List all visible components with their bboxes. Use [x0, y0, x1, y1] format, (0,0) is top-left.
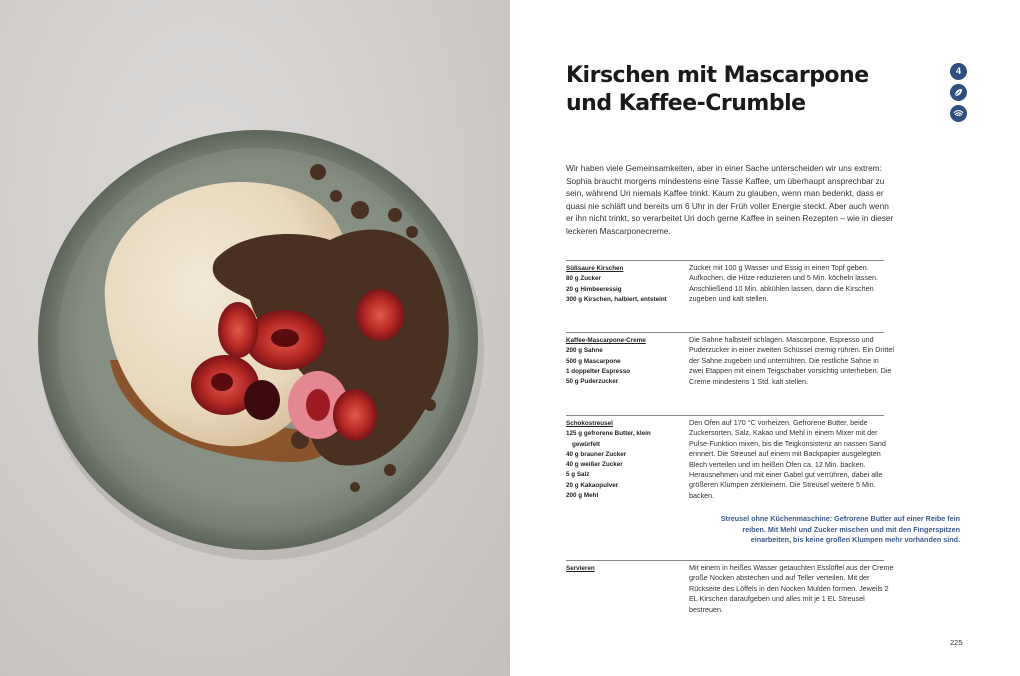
recipe-badges [950, 63, 968, 126]
portions-count: 4 [955, 66, 961, 76]
ingredient: 200 g Mehl [566, 492, 599, 500]
ingredient: 200 g Sahne [566, 347, 603, 355]
section-cherries [566, 260, 886, 320]
ingredient: 300 g Kirschen, halbiert, entsteint [566, 295, 667, 303]
ingredient: 125 g gefrorene Butter, klein [566, 430, 651, 438]
section-divider [566, 260, 884, 261]
section-instructions: Mit einem in heißes Wasser getauchten Esslöffel aus der Creme große Nocken abstechen und auf Teller verteilen. Mit der Rückseite des Löffels in den Nocken Mulden formen. Jeweils 2 EL Kirschen daraufgeben und alles mit je 1 EL Streusel bestreuen. [689, 563, 894, 614]
ingredient: 80 g Zucker [566, 275, 601, 283]
section-crumble [566, 415, 886, 510]
ingredient: gewürfelt [572, 440, 600, 448]
ingredient: 40 g brauner Zucker [566, 450, 627, 458]
section-cream [566, 332, 894, 402]
ingredient: 500 g Mascarpone [566, 357, 621, 365]
recipe-title-line-2: und Kaffee-Crumble [566, 91, 806, 116]
tip-note: Streusel ohne Küchenmaschine: Gefrorene Butter auf einer Reibe fein reiben. Mit Mehl und Zucker mischen und mit den Fingerspitzen einarbeiten, bis keine großen Klumpen mehr vorhanden sind. [720, 514, 960, 544]
vegetarian-leaf-icon [950, 84, 967, 101]
section-heading: Schokostreusel [566, 420, 613, 427]
section-heading: Servieren [566, 565, 595, 572]
section-instructions: Die Sahne halbsteif schlagen. Mascarpone, Espresso und Puderzucker in einer zweiten Schüssel cremig rühren. Ein Drittel der Sahne zugeben und unterrühren. Die restliche Sahne in zwei Etappen mit einem Teigschaber vorsichtig unterheben. Die Creme mindestens 1 Std. kalt stellen. [689, 335, 894, 386]
ingredient-list [566, 419, 684, 501]
ingredient: 20 g Himbeeressig [566, 285, 622, 293]
section-instructions: Zucker mit 100 g Wasser und Essig in einen Topf geben. Aufkochen, die Hitze reduzieren und 5 Min. köcheln lassen. Anschließend 10 Min. abkühlen lassen, dann die Kirschen zugeben und kalt stellen. [689, 263, 878, 304]
section-serving [566, 560, 894, 620]
ingredient-list [566, 264, 684, 305]
ingredient: 5 g Salz [566, 471, 590, 479]
portions-badge-icon [950, 63, 967, 80]
section-instructions: Den Ofen auf 170 °C vorheizen. Gefrorene Butter, beide Zuckersorten, Salz, Kakao und Mehl in einem Mixer mit der Pulse-Funktion mixen, bis die Teigkonsistenz an nassen Sand erinnert. Die Streusel auf einem mit Backpapier ausgelegten Blech verteilen und im heißen Ofen ca. 12 Min. backen. Herausnehmen und mit einer Gabel gut verrühren, dabei alle größeren Klumpen zerkleinern. Die Streusel weitere 5 Min. backen. [689, 418, 886, 500]
ingredient: 50 g Puderzucker [566, 378, 619, 386]
section-heading: Süßsaure Kirschen [566, 265, 624, 272]
section-divider [566, 332, 884, 333]
nut-free-icon [950, 105, 967, 122]
ingredient-list [566, 336, 684, 387]
section-divider [566, 560, 884, 561]
page-number: 225 [950, 638, 963, 647]
recipe-page [510, 0, 1020, 676]
ingredient: 20 g Kakaopulver [566, 481, 619, 489]
recipe-title [566, 62, 906, 118]
section-heading: Kaffee-Mascarpone-Creme [566, 337, 646, 344]
recipe-intro: Wir haben viele Gemeinsamkeiten, aber in einer Sache unterscheiden wir uns extrem: Sophia braucht morgens mindestens eine Tasse Kaffee, um überhaupt ansprechbar zu sein, während Uri niemals Kaffee trinkt. Kaum zu glauben, wenn man bedenkt, dass er quasi nie schläft und bereits um 6 Uhr in der Früh voller Energie steckt. Aber auch wenn er ihn nicht trinkt, so verarbeitet Uri doch gerne Kaffee in seinen Rezepten – wie in dieser leckeren Mascarponecreme. [566, 163, 894, 236]
ingredient: 40 g weißer Zucker [566, 461, 623, 469]
recipe-title-line-1: Kirschen mit Mascarpone [566, 63, 869, 88]
ingredient-list [566, 564, 684, 574]
ingredient: 1 doppelter Espresso [566, 367, 631, 375]
section-divider [566, 415, 884, 416]
